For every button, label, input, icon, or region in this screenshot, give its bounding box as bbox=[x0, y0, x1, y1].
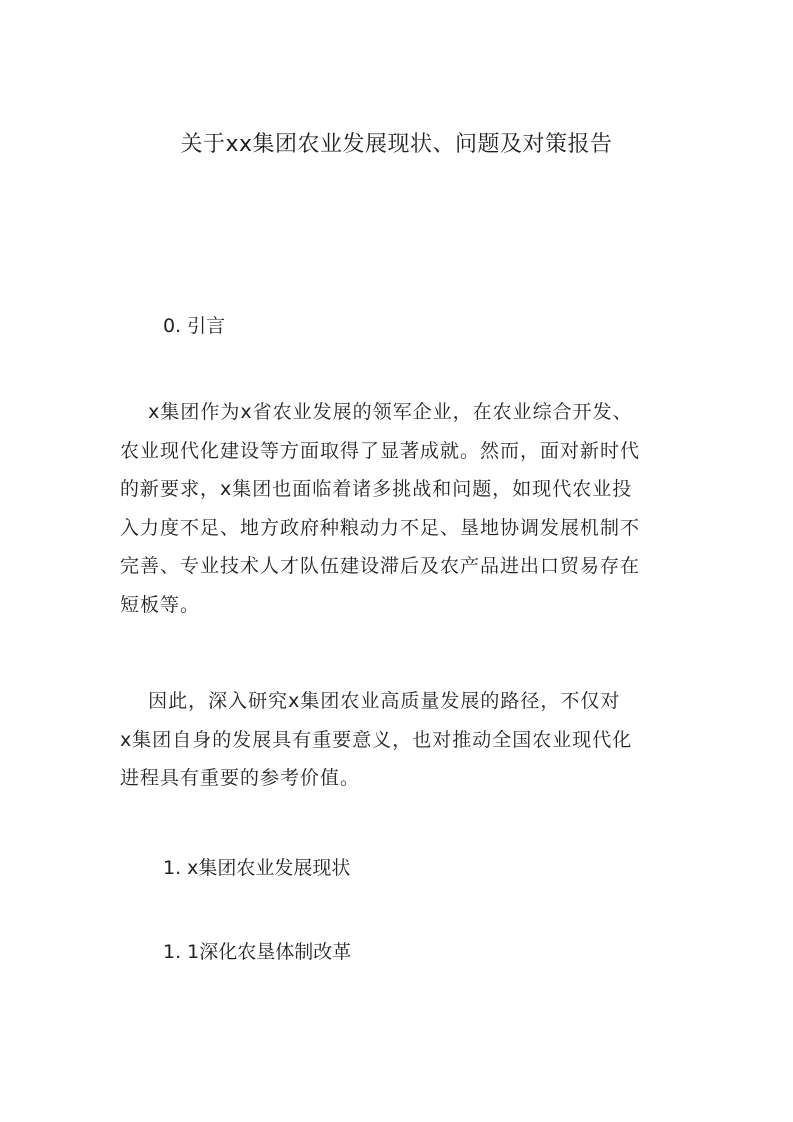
paragraph-line: 进程具有重要的参考价值。 bbox=[120, 767, 361, 789]
paragraph-introduction bbox=[120, 393, 676, 624]
paragraph-line: 完善、专业技术人才队伍建设滞后及农产品进出口贸易存在 bbox=[120, 555, 641, 577]
paragraph-line: 农业现代化建设等方面取得了显著成就。然而，面对新时代 bbox=[120, 439, 641, 462]
section-heading-introduction: 0. 引言 bbox=[163, 315, 226, 337]
paragraph-line: x集团自身的发展具有重要意义，也对推动全国农业现代化 bbox=[120, 728, 633, 751]
subsection-heading-reform: 1. 1深化农垦体制改革 bbox=[163, 941, 352, 963]
paragraph-line: 短板等。 bbox=[120, 593, 201, 616]
section-heading-status: 1. x集团农业发展现状 bbox=[163, 857, 351, 879]
paragraph-line: x集团作为x省农业发展的领军企业，在农业综合开发、 bbox=[120, 401, 633, 423]
paragraph-significance bbox=[120, 682, 676, 798]
paragraph-line: 入力度不足、地方政府种粮动力不足、垦地协调发展机制不 bbox=[120, 516, 641, 539]
paragraph-line: 因此，深入研究x集团农业高质量发展的路径，不仅对 bbox=[120, 690, 621, 712]
paragraph-line: 的新要求，x集团也面临着诸多挑战和问题，如现代农业投 bbox=[120, 478, 633, 500]
document-title: 关于xx集团农业发展现状、问题及对策报告 bbox=[180, 132, 613, 157]
